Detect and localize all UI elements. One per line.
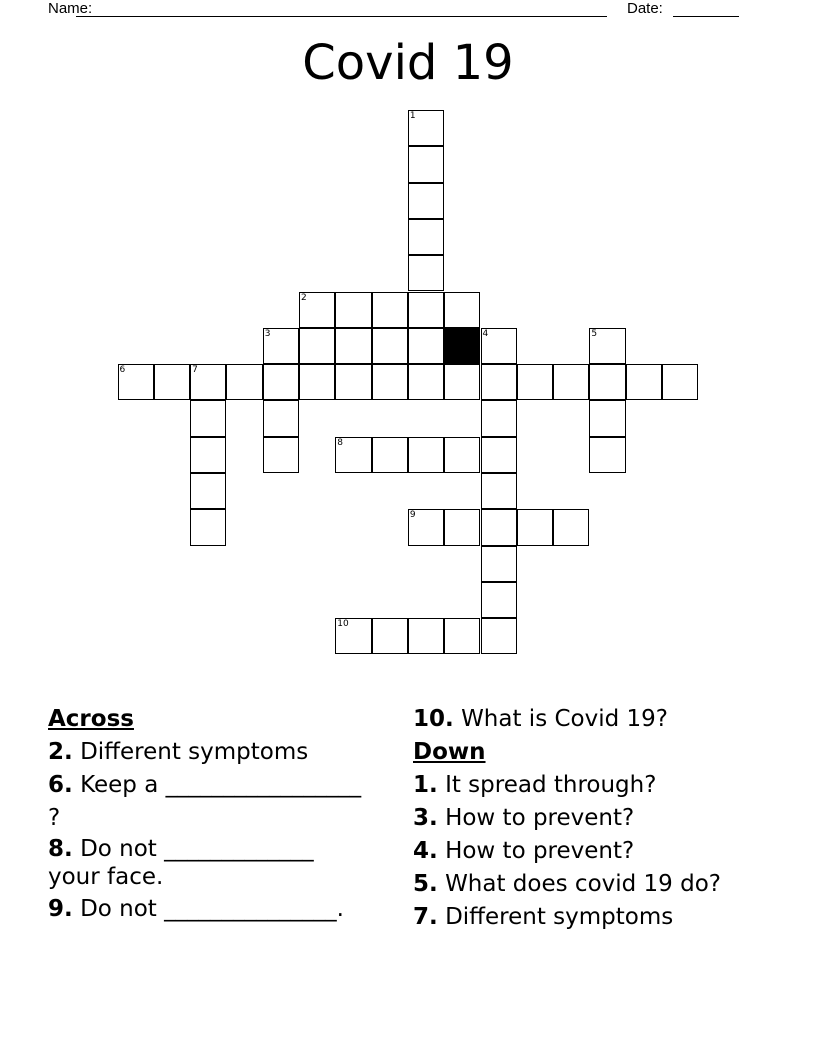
grid-cell[interactable]: [662, 364, 698, 400]
grid-cell[interactable]: [408, 364, 444, 400]
grid-cell[interactable]: [263, 437, 299, 473]
grid-cell[interactable]: [299, 364, 335, 400]
grid-cell[interactable]: [444, 364, 480, 400]
grid-cell[interactable]: [299, 292, 335, 328]
grid-cell[interactable]: [408, 110, 444, 146]
grid-cell[interactable]: [481, 473, 517, 509]
clue-number: 9: [409, 510, 416, 521]
grid-cell[interactable]: [263, 364, 299, 400]
grid-cell[interactable]: [444, 509, 480, 545]
grid-cell[interactable]: [589, 364, 625, 400]
grid-cell[interactable]: [335, 364, 371, 400]
across-clue-10: 10. What is Covid 19?: [413, 706, 669, 732]
grid-cell[interactable]: [372, 328, 408, 364]
grid-cell[interactable]: [481, 509, 517, 545]
grid-cell[interactable]: [589, 328, 625, 364]
grid-cell[interactable]: [626, 364, 662, 400]
grid-cell[interactable]: [190, 364, 226, 400]
grid-cell[interactable]: [118, 364, 154, 400]
grid-cell-black: [444, 328, 480, 364]
grid-cell[interactable]: [444, 292, 480, 328]
grid-cell[interactable]: [408, 328, 444, 364]
clue-number: 10: [337, 619, 349, 630]
grid-cell[interactable]: [372, 292, 408, 328]
grid-cell[interactable]: [481, 400, 517, 436]
grid-cell[interactable]: [190, 509, 226, 545]
grid-cell[interactable]: [444, 437, 480, 473]
clue-number: 4: [482, 328, 489, 339]
across-heading: Across: [48, 706, 134, 732]
grid-cell[interactable]: [372, 437, 408, 473]
clue-number: 1: [409, 111, 416, 121]
grid-cell[interactable]: [154, 364, 190, 400]
grid-cell[interactable]: [408, 292, 444, 328]
down-clue-3: 3. How to prevent?: [413, 805, 635, 831]
grid-cell[interactable]: [589, 400, 625, 436]
grid-cell[interactable]: [481, 328, 517, 364]
grid-cell[interactable]: [190, 473, 226, 509]
down-clue-7: 7. Different symptoms: [413, 904, 674, 930]
grid-cell[interactable]: [517, 364, 553, 400]
grid-cell[interactable]: [408, 219, 444, 255]
across-clue-9: 9. Do not _______________.: [48, 896, 344, 922]
clue-number: 7: [192, 365, 198, 376]
across-clue-2: 2. Different symptoms: [48, 739, 309, 765]
clue-number: 6: [119, 365, 126, 376]
clues-right-column: [413, 703, 773, 934]
grid-cell[interactable]: [408, 255, 444, 291]
grid-cell[interactable]: [408, 618, 444, 654]
grid-cell[interactable]: [335, 437, 371, 473]
clue-number: 3: [264, 328, 271, 339]
down-heading: Down: [413, 739, 486, 765]
grid-cell[interactable]: [481, 546, 517, 582]
date-label: Date:: [627, 0, 663, 17]
across-clue-8: 8. Do not _____________ your face.: [48, 836, 314, 890]
grid-cell[interactable]: [299, 328, 335, 364]
grid-cell[interactable]: [372, 618, 408, 654]
across-clue-6: 6. Keep a _________________ ?: [48, 772, 362, 831]
down-clue-1: 1. It spread through?: [413, 772, 657, 798]
grid-cell[interactable]: [372, 364, 408, 400]
down-clue-4: 4. How to prevent?: [413, 838, 635, 864]
clue-number: 8: [337, 437, 344, 448]
grid-cell[interactable]: [408, 509, 444, 545]
grid-cell[interactable]: [408, 146, 444, 182]
name-label: Name:: [48, 0, 93, 17]
clue-number: 5: [591, 328, 598, 339]
grid-cell[interactable]: [226, 364, 262, 400]
grid-cell[interactable]: [263, 328, 299, 364]
grid-cell[interactable]: [444, 618, 480, 654]
grid-cell[interactable]: [589, 437, 625, 473]
grid-cell[interactable]: [335, 328, 371, 364]
grid-cell[interactable]: [481, 437, 517, 473]
grid-cell[interactable]: [408, 183, 444, 219]
down-clue-5: 5. What does covid 19 do?: [413, 871, 722, 897]
grid-cell[interactable]: [553, 509, 589, 545]
grid-cell[interactable]: [263, 400, 299, 436]
grid-cell[interactable]: [481, 364, 517, 400]
grid-cell[interactable]: [408, 437, 444, 473]
grid-cell[interactable]: [553, 364, 589, 400]
clues-left-column: [48, 703, 368, 923]
page-title: Covid 19: [302, 35, 514, 91]
grid-cell[interactable]: [335, 292, 371, 328]
grid-cell[interactable]: [481, 618, 517, 654]
grid-cell[interactable]: [517, 509, 553, 545]
grid-cell[interactable]: [481, 582, 517, 618]
grid-cell[interactable]: [190, 400, 226, 436]
grid-cell[interactable]: [335, 618, 371, 654]
grid-cell[interactable]: [190, 437, 226, 473]
clue-number: 2: [301, 292, 307, 303]
